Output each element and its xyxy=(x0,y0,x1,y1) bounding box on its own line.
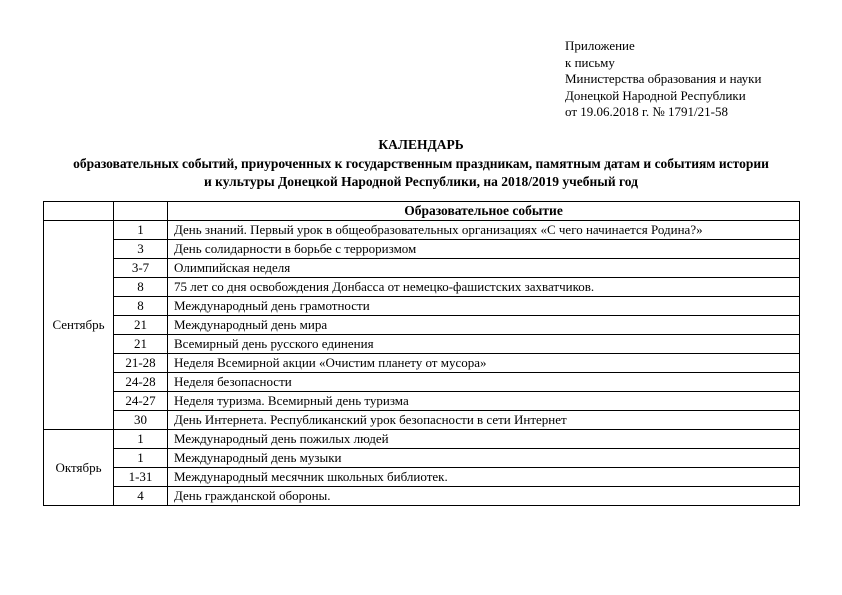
event-cell: Неделя Всемирной акции «Очистим планету от мусора» xyxy=(168,354,800,373)
table-row xyxy=(44,468,800,487)
date-cell: 8 xyxy=(114,297,168,316)
title-line-1: КАЛЕНДАРЬ xyxy=(378,137,464,152)
date-cell: 21 xyxy=(114,335,168,354)
date-cell: 24-27 xyxy=(114,392,168,411)
event-cell: Международный день пожилых людей xyxy=(168,430,800,449)
event-cell: Международный день грамотности xyxy=(168,297,800,316)
header-event-cell: Образовательное событие xyxy=(168,202,800,221)
letterhead-line: Министерства образования и науки xyxy=(565,71,762,86)
table-row xyxy=(44,392,800,411)
date-cell: 1 xyxy=(114,221,168,240)
title-line-3: и культуры Донецкой Народной Республики, на 2018/2019 учебный год xyxy=(204,174,638,189)
event-cell: День солидарности в борьбе с терроризмом xyxy=(168,240,800,259)
table-row xyxy=(44,354,800,373)
table-row xyxy=(44,316,800,335)
month-cell: Октябрь xyxy=(44,430,114,506)
calendar-table xyxy=(43,201,800,506)
table-header-row xyxy=(44,202,800,221)
event-cell: Неделя туризма. Всемирный день туризма xyxy=(168,392,800,411)
date-cell: 4 xyxy=(114,487,168,506)
header-date-cell xyxy=(114,202,168,221)
month-cell: Сентябрь xyxy=(44,221,114,430)
event-cell: Неделя безопасности xyxy=(168,373,800,392)
event-cell: Олимпийская неделя xyxy=(168,259,800,278)
date-cell: 30 xyxy=(114,411,168,430)
table-row xyxy=(44,278,800,297)
table-row xyxy=(44,430,800,449)
document-title xyxy=(0,136,842,192)
event-cell: 75 лет со дня освобождения Донбасса от немецко-фашистских захватчиков. xyxy=(168,278,800,297)
letterhead-block xyxy=(565,38,761,121)
table-row xyxy=(44,297,800,316)
table-row xyxy=(44,449,800,468)
date-cell: 3-7 xyxy=(114,259,168,278)
table-row xyxy=(44,335,800,354)
date-cell: 21-28 xyxy=(114,354,168,373)
date-cell: 21 xyxy=(114,316,168,335)
date-cell: 8 xyxy=(114,278,168,297)
date-cell: 1-31 xyxy=(114,468,168,487)
letterhead-line: Донецкой Народной Республики xyxy=(565,87,746,103)
table-row xyxy=(44,240,800,259)
event-cell: Международный месячник школьных библиотек. xyxy=(168,468,800,487)
title-line-2: образовательных событий, приуроченных к государственным праздникам, памятным датам и событиям истории xyxy=(73,155,769,171)
table-row xyxy=(44,487,800,506)
date-cell: 24-28 xyxy=(114,373,168,392)
table-row xyxy=(44,411,800,430)
table-row xyxy=(44,259,800,278)
date-cell: 3 xyxy=(114,240,168,259)
letterhead-line: от 19.06.2018 г. № 1791/21-58 xyxy=(565,104,728,119)
table-row xyxy=(44,373,800,392)
event-cell: Всемирный день русского единения xyxy=(168,335,800,354)
date-cell: 1 xyxy=(114,449,168,468)
letterhead-line: Приложение xyxy=(565,38,635,53)
letterhead-line: к письму xyxy=(565,54,615,70)
date-cell: 1 xyxy=(114,430,168,449)
event-cell: День знаний. Первый урок в общеобразовательных организациях «С чего начинается Родина?» xyxy=(168,221,800,240)
event-cell: День гражданской обороны. xyxy=(168,487,800,506)
table-row xyxy=(44,221,800,240)
event-cell: Международный день мира xyxy=(168,316,800,335)
event-cell: Международный день музыки xyxy=(168,449,800,468)
header-month-cell xyxy=(44,202,114,221)
event-cell: День Интернета. Республиканский урок безопасности в сети Интернет xyxy=(168,411,800,430)
